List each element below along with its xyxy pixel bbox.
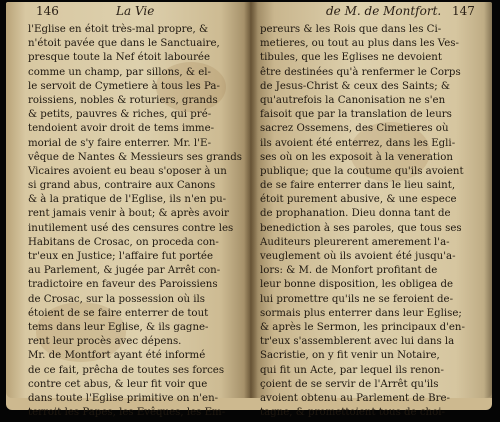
- page-edge-shadow: [484, 2, 492, 398]
- text-line: sormais plus enterrer dans leur Eglise;: [260, 307, 462, 319]
- text-line: dans toute l'Eglise primitive on n'en-: [28, 392, 219, 404]
- text-line: de Jesus-Christ & ceux des Saints; &: [260, 80, 450, 92]
- text-line: n'étoit pavée que dans le Sanctuaire,: [28, 38, 220, 50]
- left-page: [6, 2, 250, 419]
- text-line: rent jamais venir à bout; & après avoir: [28, 208, 229, 220]
- text-line: l'Eglise en étoit très-mal propre, &: [28, 24, 209, 35]
- text-line: Auditeurs pleurerent amerement l'a-: [260, 236, 450, 248]
- text-line: inutilement usé des censures contre les: [28, 222, 234, 234]
- text-line: metieres, ou tout au plus dans les Ves-: [260, 38, 459, 50]
- page-text: [28, 23, 240, 420]
- text-line: presque toute la Nef étoit labourée: [28, 52, 210, 64]
- text-line: Vicaires avoient eu beau s'oposer à un: [28, 165, 227, 177]
- text-line: de Crosac, sur la possession où ils: [28, 293, 206, 305]
- text-line: tr'eux s'assemblerent avec lui dans la: [260, 336, 455, 348]
- text-line: ses où on les exposoit à la veneration: [260, 151, 453, 163]
- text-line: tibules, que les Eglises ne devoient: [260, 52, 442, 64]
- text-line: benediction à ses paroles, que tous ses: [260, 222, 462, 234]
- text-line: le servoit de Cymetiere à tous les Pa-: [28, 80, 220, 92]
- text-line: rent leur procès avec dépens.: [28, 336, 182, 348]
- text-line: terroit les Papes, les Evêques, les Em-: [28, 407, 226, 419]
- book-gutter: [244, 2, 258, 398]
- text-line: étoient de se faire enterrer de tout: [28, 307, 209, 319]
- text-line: lors: & M. de Monfort profitant de: [260, 265, 438, 277]
- text-line: tr'eux en Justice; l'affaire fut portée: [28, 251, 213, 262]
- text-line: pereurs & les Rois que dans les Ci-: [260, 24, 442, 35]
- text-line: tems dans leur Eglise, & ils gagne-: [28, 321, 209, 333]
- open-book: [6, 2, 492, 419]
- text-line: & à la pratique de l'Eglise, ils n'en pu-: [28, 194, 227, 206]
- page-number: 146: [36, 4, 59, 18]
- page-number: 147: [452, 4, 475, 18]
- text-line: tagne, & promettoient tous de choi-: [260, 407, 445, 419]
- text-line: publique; que la coutume qu'ils avoient: [260, 165, 464, 177]
- text-line: ils avoient été enterrez, dans les Egli-: [260, 137, 456, 149]
- text-line: Mr. de Montfort ayant été informé: [28, 350, 206, 362]
- running-head: de M. de Montfort.: [326, 4, 442, 18]
- text-line: contre cet abus, & leur fit voir que: [28, 378, 208, 390]
- text-line: au Parlement, & jugée par Arrêt con-: [28, 265, 221, 277]
- text-line: être destinées qu'à renfermer le Corps: [260, 66, 461, 78]
- text-line: de se faire enterrer dans le lieu saint,: [260, 180, 456, 192]
- text-line: qu'autrefois la Canonisation ne s'en: [260, 94, 446, 106]
- text-line: sacrez Ossemens, des Cimetieres où: [260, 123, 449, 135]
- text-line: roissiens, nobles & roturiers, grands: [28, 94, 218, 106]
- text-line: comme un champ, par sillons, & el-: [28, 66, 211, 78]
- running-head: La Vie: [116, 4, 155, 18]
- text-line: étoit purement abusive, & une espece: [260, 194, 457, 206]
- text-line: tradictoire en faveur des Paroissiens: [28, 279, 218, 291]
- text-line: si grand abus, contraire aux Canons: [28, 180, 216, 192]
- text-line: de prophanation. Dieu donna tant de: [260, 208, 451, 220]
- text-line: vêque de Nantes & Messieurs ses grands: [28, 151, 242, 163]
- text-line: tendoient avoir droit de tems imme-: [28, 123, 215, 135]
- text-line: leur bonne disposition, les obligea de: [260, 279, 454, 291]
- text-line: Sacristie, on y fit venir un Notaire,: [260, 350, 440, 362]
- text-line: morial de s'y faire enterrer. Mr. l'E-: [28, 137, 212, 149]
- text-line: avoient obtenu au Parlement de Bre-: [260, 392, 450, 404]
- page-text: [260, 23, 476, 420]
- text-line: faisoit que par la translation de leurs: [260, 109, 452, 121]
- text-line: qui fit un Acte, par lequel ils renon-: [260, 364, 444, 376]
- right-page: [250, 2, 492, 419]
- text-line: & après le Sermon, les principaux d'en-: [260, 321, 465, 333]
- text-line: çoient de se servir de l'Arrêt qu'ils: [260, 378, 439, 390]
- text-line: lui promettre qu'ils ne se feroient de-: [260, 293, 454, 305]
- text-line: Habitans de Crosac, on proceda con-: [28, 236, 219, 248]
- text-line: veuglement où ils avoient été jusqu'a-: [260, 251, 456, 262]
- text-line: de ce fait, prêcha de toutes ses forces: [28, 364, 225, 376]
- text-line: & petits, pauvres & riches, qui pré-: [28, 109, 212, 121]
